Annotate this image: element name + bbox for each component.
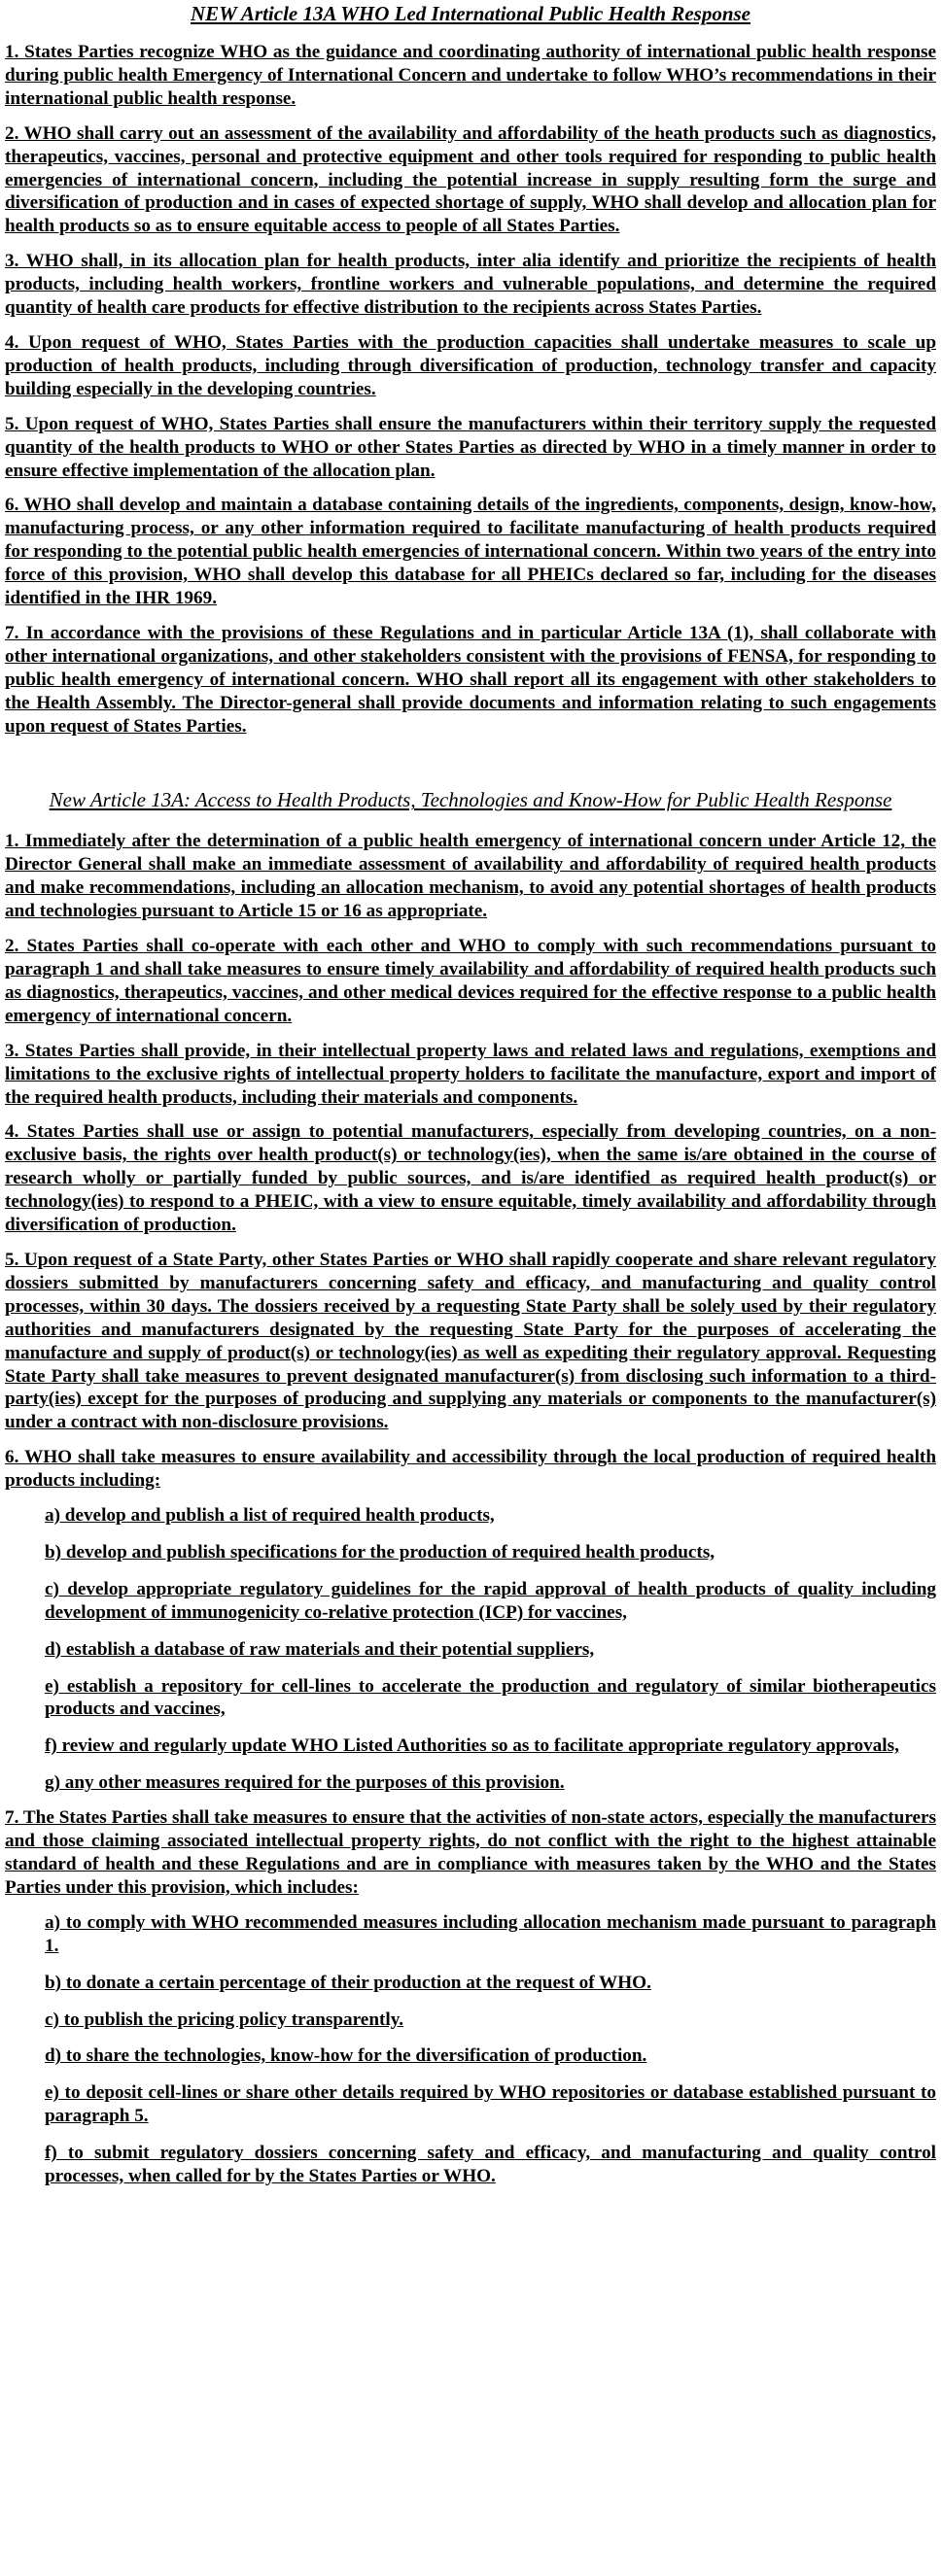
s1-paragraph-2: 2. WHO shall carry out an assessment of the availability and affordability of the heath products such as diagnostics, therapeutics, vaccines, personal and protective equipment and other tools required for responding to public health emergencies of international concern, including the potential increase in supply resulting form the surge and diversification of production and in cases of expected shortage of supply, WHO shall develop and allocation plan for health products so as to ensure equitable access to people of all States Parties. (5, 122, 936, 237)
s2-paragraph-1: 1. Immediately after the determination of a public health emergency of international concern under Article 12, the Director General shall make an immediate assessment of availability and affordability of required health products and make recommendations, including an allocation mechanism, to avoid any potential shortages of health products and technologies pursuant to Article 15 or 16 as appropriate. (5, 831, 936, 922)
s1-paragraph-4: 4. Upon request of WHO, States Parties with the production capacities shall undertake measures to scale up production of health products, including through diversification of production, technology transfer and capacity building especially in the developing countries. (5, 331, 936, 399)
s2-p6-item-a: a) develop and publish a list of required health products, (45, 1505, 495, 1527)
s1-paragraph-7: 7. In accordance with the provisions of these Regulations and in particular Article 13A (1), shall collaborate with other international organizations, and other stakeholders consistent with the provisions of FENSA, for responding to public health emergency of international concern. WHO shall report all its engagement with other stakeholders to the Health Assembly. The Director-general shall provide documents and information relating to such engagements upon request of States Parties. (5, 622, 936, 737)
article-13a-access-health-products (5, 788, 936, 2188)
s2-p7-item-f: f) to submit regulatory dossiers concerning safety and efficacy, and manufacturing and quality control processes, when called for by the States Parties or WHO. (45, 2143, 936, 2187)
s2-p6-item-c: c) develop appropriate regulatory guidelines for the rapid approval of health products of quality including development of immunogenicity co-relative protection (ICP) for vaccines, (45, 1578, 936, 1623)
section-2-title: New Article 13A: Access to Health Products, Technologies and Know-How for Public Health Response (49, 788, 892, 812)
s1-paragraph-5: 5. Upon request of WHO, States Parties shall ensure the manufacturers within their territory supply the requested quantity of the health products to WHO or other States Parties as directed by WHO in a timely manner in order to ensure effective implementation of the allocation plan. (5, 413, 936, 481)
s2-p6-item-g: g) any other measures required for the purposes of this provision. (45, 1772, 565, 1794)
s2-paragraph-7: 7. The States Parties shall take measures to ensure that the activities of non-state actors, especially the manufacturers and those claiming associated intellectual property rights, do not conflict with the right to the highest attainable standard of health and these Regulations and are in compliance with measures taken by the WHO and the States Parties under this provision, which includes: (5, 1807, 936, 1898)
s2-p6-item-b: b) develop and publish specifications for the production of required health products, (45, 1541, 715, 1563)
article-13a-who-led-response (5, 2, 936, 738)
s2-p7-item-e: e) to deposit cell-lines or share other details required by WHO repositories or database established pursuant to paragraph 5. (45, 2082, 936, 2127)
s2-p6-item-e: e) establish a repository for cell-lines to accelerate the production and regulatory of similar biotherapeutics products and vaccines, (45, 1675, 936, 1720)
section-1-title: NEW Article 13A WHO Led International Public Health Response (190, 2, 750, 25)
s2-paragraph-6: 6. WHO shall take measures to ensure availability and accessibility through the local production of required health products including: (5, 1447, 936, 1492)
s2-p7-item-d: d) to share the technologies, know-how for the diversification of production. (45, 2045, 647, 2067)
s1-paragraph-3: 3. WHO shall, in its allocation plan for health products, inter alia identify and prioritize the recipients of health products, including health workers, frontline workers and vulnerable populations, and determine the required quantity of health care products for effective distribution to the recipients across States Parties. (5, 251, 936, 319)
s2-paragraph-6-list (5, 1504, 936, 1795)
s2-p7-item-b: b) to donate a certain percentage of their production at the request of WHO. (45, 1972, 651, 1993)
s2-paragraph-4: 4. States Parties shall use or assign to potential manufacturers, especially from developing countries, on a non-exclusive basis, the rights over health product(s) or technology(ies), when the same is/are obtained in the course of research wholly or partially funded by public sources, and is/are identified as required health product(s) or technology(ies) to respond to a PHEIC, with a view to ensure equitable, timely availability and affordability through diversification of production. (5, 1121, 936, 1236)
s2-p7-item-c: c) to publish the pricing policy transparently. (45, 2009, 404, 2030)
s1-paragraph-1: 1. States Parties recognize WHO as the guidance and coordinating authority of international public health response during public health Emergency of International Concern and undertake to follow WHO’s recommendations in their international public health response. (5, 42, 936, 109)
s2-paragraph-2: 2. States Parties shall co-operate with each other and WHO to comply with such recommendations pursuant to paragraph 1 and shall take measures to ensure timely availability and affordability of required health products such as diagnostics, therapeutics, vaccines, and other medical devices required for the effective response to a public health emergency of international concern. (5, 936, 936, 1026)
s2-paragraph-3: 3. States Parties shall provide, in their intellectual property laws and related laws and regulations, exemptions and limitations to the exclusive rights of intellectual property holders to facilitate the manufacture, export and import of the required health products, including their materials and components. (5, 1040, 936, 1108)
s2-paragraph-5: 5. Upon request of a State Party, other States Parties or WHO shall rapidly cooperate and share relevant regulatory dossiers submitted by manufacturers concerning safety and efficacy, and manufacturing and quality control processes, within 30 days. The dossiers received by a requesting State Party shall be solely used by their regulatory authorities and manufacturers designated by the requesting State Party for the purposes of accelerating the manufacture and supply of product(s) or technology(ies) as well as expediting their regulatory approval. Requesting State Party shall take measures to prevent designated manufacturer(s) from disclosing such information to a third-party(ies) except for the purposes of producing and supplying any materials or components to the manufacturer(s) under a contract with non-disclosure provisions. (5, 1249, 936, 1433)
s1-paragraph-6: 6. WHO shall develop and maintain a database containing details of the ingredients, components, design, know-how, manufacturing process, or any other information required to facilitate manufacturing of health products required for responding to the potential public health emergencies of international concern. Within two years of the entry into force of this provision, WHO shall develop this database for all PHEICs declared so far, including for the diseases identified in the IHR 1969. (5, 495, 936, 609)
s2-p6-item-d: d) establish a database of raw materials and their potential suppliers, (45, 1638, 595, 1660)
s2-p6-item-f: f) review and regularly update WHO Listed Authorities so as to facilitate appropriate regulatory approvals, (45, 1735, 899, 1757)
s2-p7-item-a: a) to comply with WHO recommended measures including allocation mechanism made pursuant to paragraph 1. (45, 1911, 936, 1956)
s2-paragraph-7-list (5, 1911, 936, 2188)
section-spacer (5, 749, 936, 788)
